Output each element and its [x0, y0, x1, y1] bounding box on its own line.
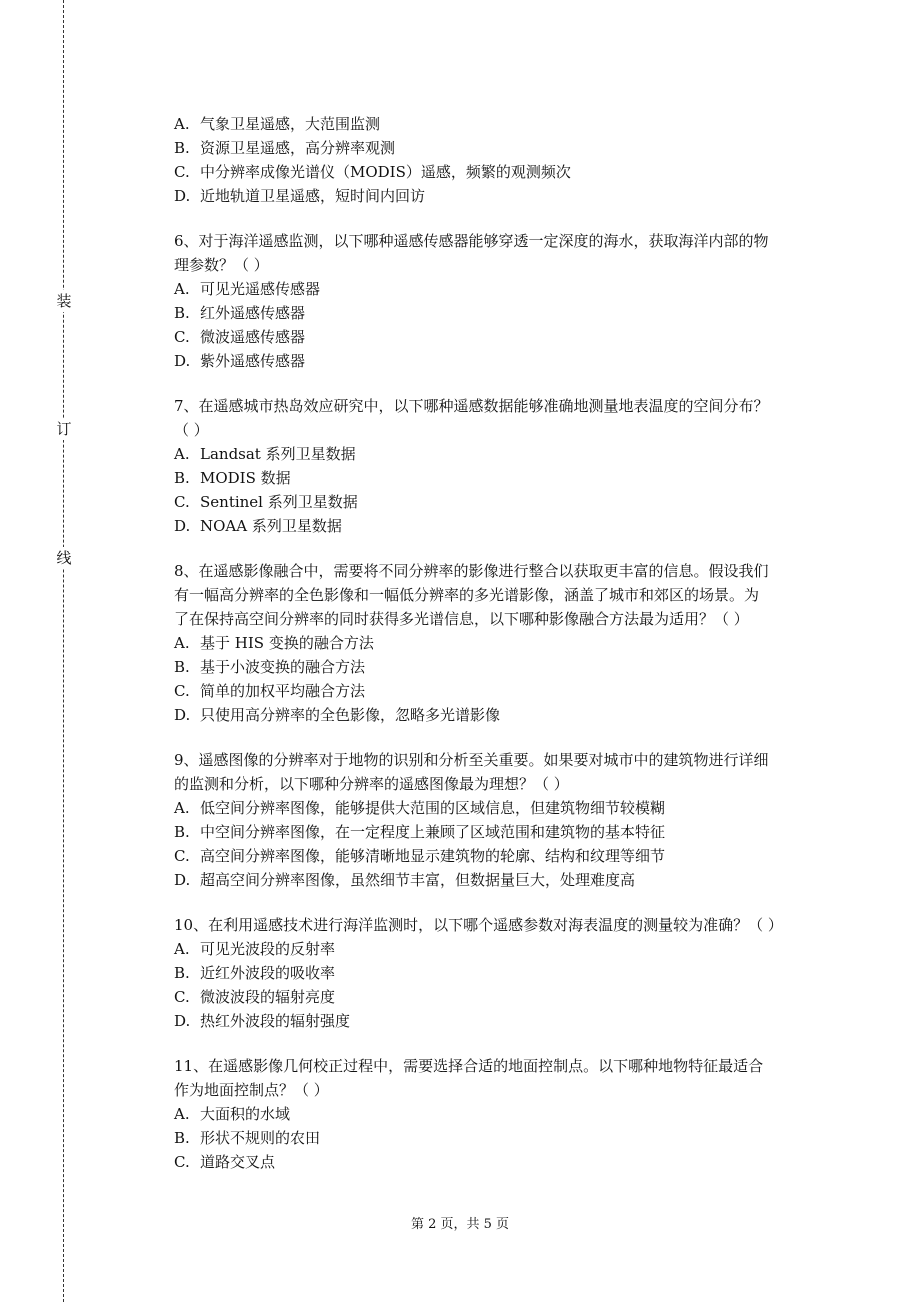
option-b: B. 形状不规则的农田 — [174, 1129, 321, 1147]
option-c: C. 简单的加权平均融合方法 — [174, 682, 366, 700]
question-8 — [174, 559, 824, 727]
option-d: D. 近地轨道卫星遥感，短时间内回访 — [174, 187, 426, 205]
question-stem: 理参数？（ ） — [174, 256, 269, 274]
option-d: D. 超高空间分辨率图像，虽然细节丰富，但数据量巨大，处理难度高 — [174, 871, 636, 889]
page-number-footer: 第 2 页，共 5 页 — [410, 1217, 510, 1232]
option-b: B. MODIS 数据 — [174, 469, 291, 487]
question-stem: 的监测和分析，以下哪种分辨率的遥感图像最为理想？（ ） — [174, 775, 569, 793]
option-a: A. 可见光遥感传感器 — [174, 280, 321, 298]
option-c: C. 微波波段的辐射亮度 — [174, 988, 336, 1006]
question-10 — [174, 913, 824, 1033]
option-b: B. 中空间分辨率图像，在一定程度上兼顾了区域范围和建筑物的基本特征 — [174, 823, 666, 841]
option-a: A. 低空间分辨率图像，能够提供大范围的区域信息，但建筑物细节较模糊 — [174, 799, 666, 817]
option-a: A. 可见光波段的反射率 — [174, 940, 336, 958]
option-d: D. 热红外波段的辐射强度 — [174, 1012, 351, 1030]
option-d: D. 只使用高分辨率的全色影像，忽略多光谱影像 — [174, 706, 501, 724]
question-stem: 9、遥感图像的分辨率对于地物的识别和分析至关重要。如果要对城市中的建筑物进行详细 — [174, 751, 769, 769]
question-7 — [174, 394, 824, 538]
option-a: A. 气象卫星遥感，大范围监测 — [174, 115, 381, 133]
question-5-continued-options — [174, 112, 824, 208]
binding-char-xian: 线 — [56, 549, 72, 567]
binding-char-zhuang: 装 — [56, 292, 72, 310]
option-b: B. 基于小波变换的融合方法 — [174, 658, 366, 676]
option-b: B. 近红外波段的吸收率 — [174, 964, 336, 982]
question-stem: 11、在遥感影像几何校正过程中，需要选择合适的地面控制点。以下哪种地物特征最适合 — [174, 1057, 764, 1075]
option-b: B. 资源卫星遥感，高分辨率观测 — [174, 139, 396, 157]
option-c: C. Sentinel 系列卫星数据 — [174, 493, 358, 511]
question-stem: 作为地面控制点？（ ） — [174, 1081, 329, 1099]
option-b: B. 红外遥感传感器 — [174, 304, 306, 322]
option-c: C. 高空间分辨率图像，能够清晰地显示建筑物的轮廓、结构和纹理等细节 — [174, 847, 666, 865]
question-stem: 了在保持高空间分辨率的同时获得多光谱信息，以下哪种影像融合方法最为适用？（ ） — [174, 610, 749, 628]
question-stem: （ ） — [174, 421, 209, 439]
option-d: D. NOAA 系列卫星数据 — [174, 517, 342, 535]
option-c: C. 微波遥感传感器 — [174, 328, 306, 346]
question-9 — [174, 748, 824, 892]
question-stem: 6、对于海洋遥感监测，以下哪种遥感传感器能够穿透一定深度的海水，获取海洋内部的物 — [174, 232, 769, 250]
option-a: A. 基于 HIS 变换的融合方法 — [174, 634, 374, 652]
question-6 — [174, 229, 824, 373]
question-stem: 10、在利用遥感技术进行海洋监测时，以下哪个遥感参数对海表温度的测量较为准确？（ ） — [174, 916, 783, 934]
option-a: A. 大面积的水域 — [174, 1105, 291, 1123]
question-stem: 7、在遥感城市热岛效应研究中，以下哪种遥感数据能够准确地测量地表温度的空间分布？ — [174, 397, 769, 415]
question-list — [174, 112, 824, 1195]
binding-dashed-line — [63, 0, 64, 1302]
question-stem: 8、在遥感影像融合中，需要将不同分辨率的影像进行整合以获取更丰富的信息。假设我们 — [174, 562, 769, 580]
question-stem: 有一幅高分辨率的全色影像和一幅低分辨率的多光谱影像，涵盖了城市和郊区的场景。为 — [174, 586, 760, 604]
binding-char-ding: 订 — [56, 420, 72, 438]
option-d: D. 紫外遥感传感器 — [174, 352, 306, 370]
option-c: C. 中分辨率成像光谱仪（MODIS）遥感，频繁的观测频次 — [174, 163, 571, 181]
question-11 — [174, 1054, 824, 1174]
option-c: C. 道路交叉点 — [174, 1153, 276, 1171]
option-a: A. Landsat 系列卫星数据 — [174, 445, 356, 463]
